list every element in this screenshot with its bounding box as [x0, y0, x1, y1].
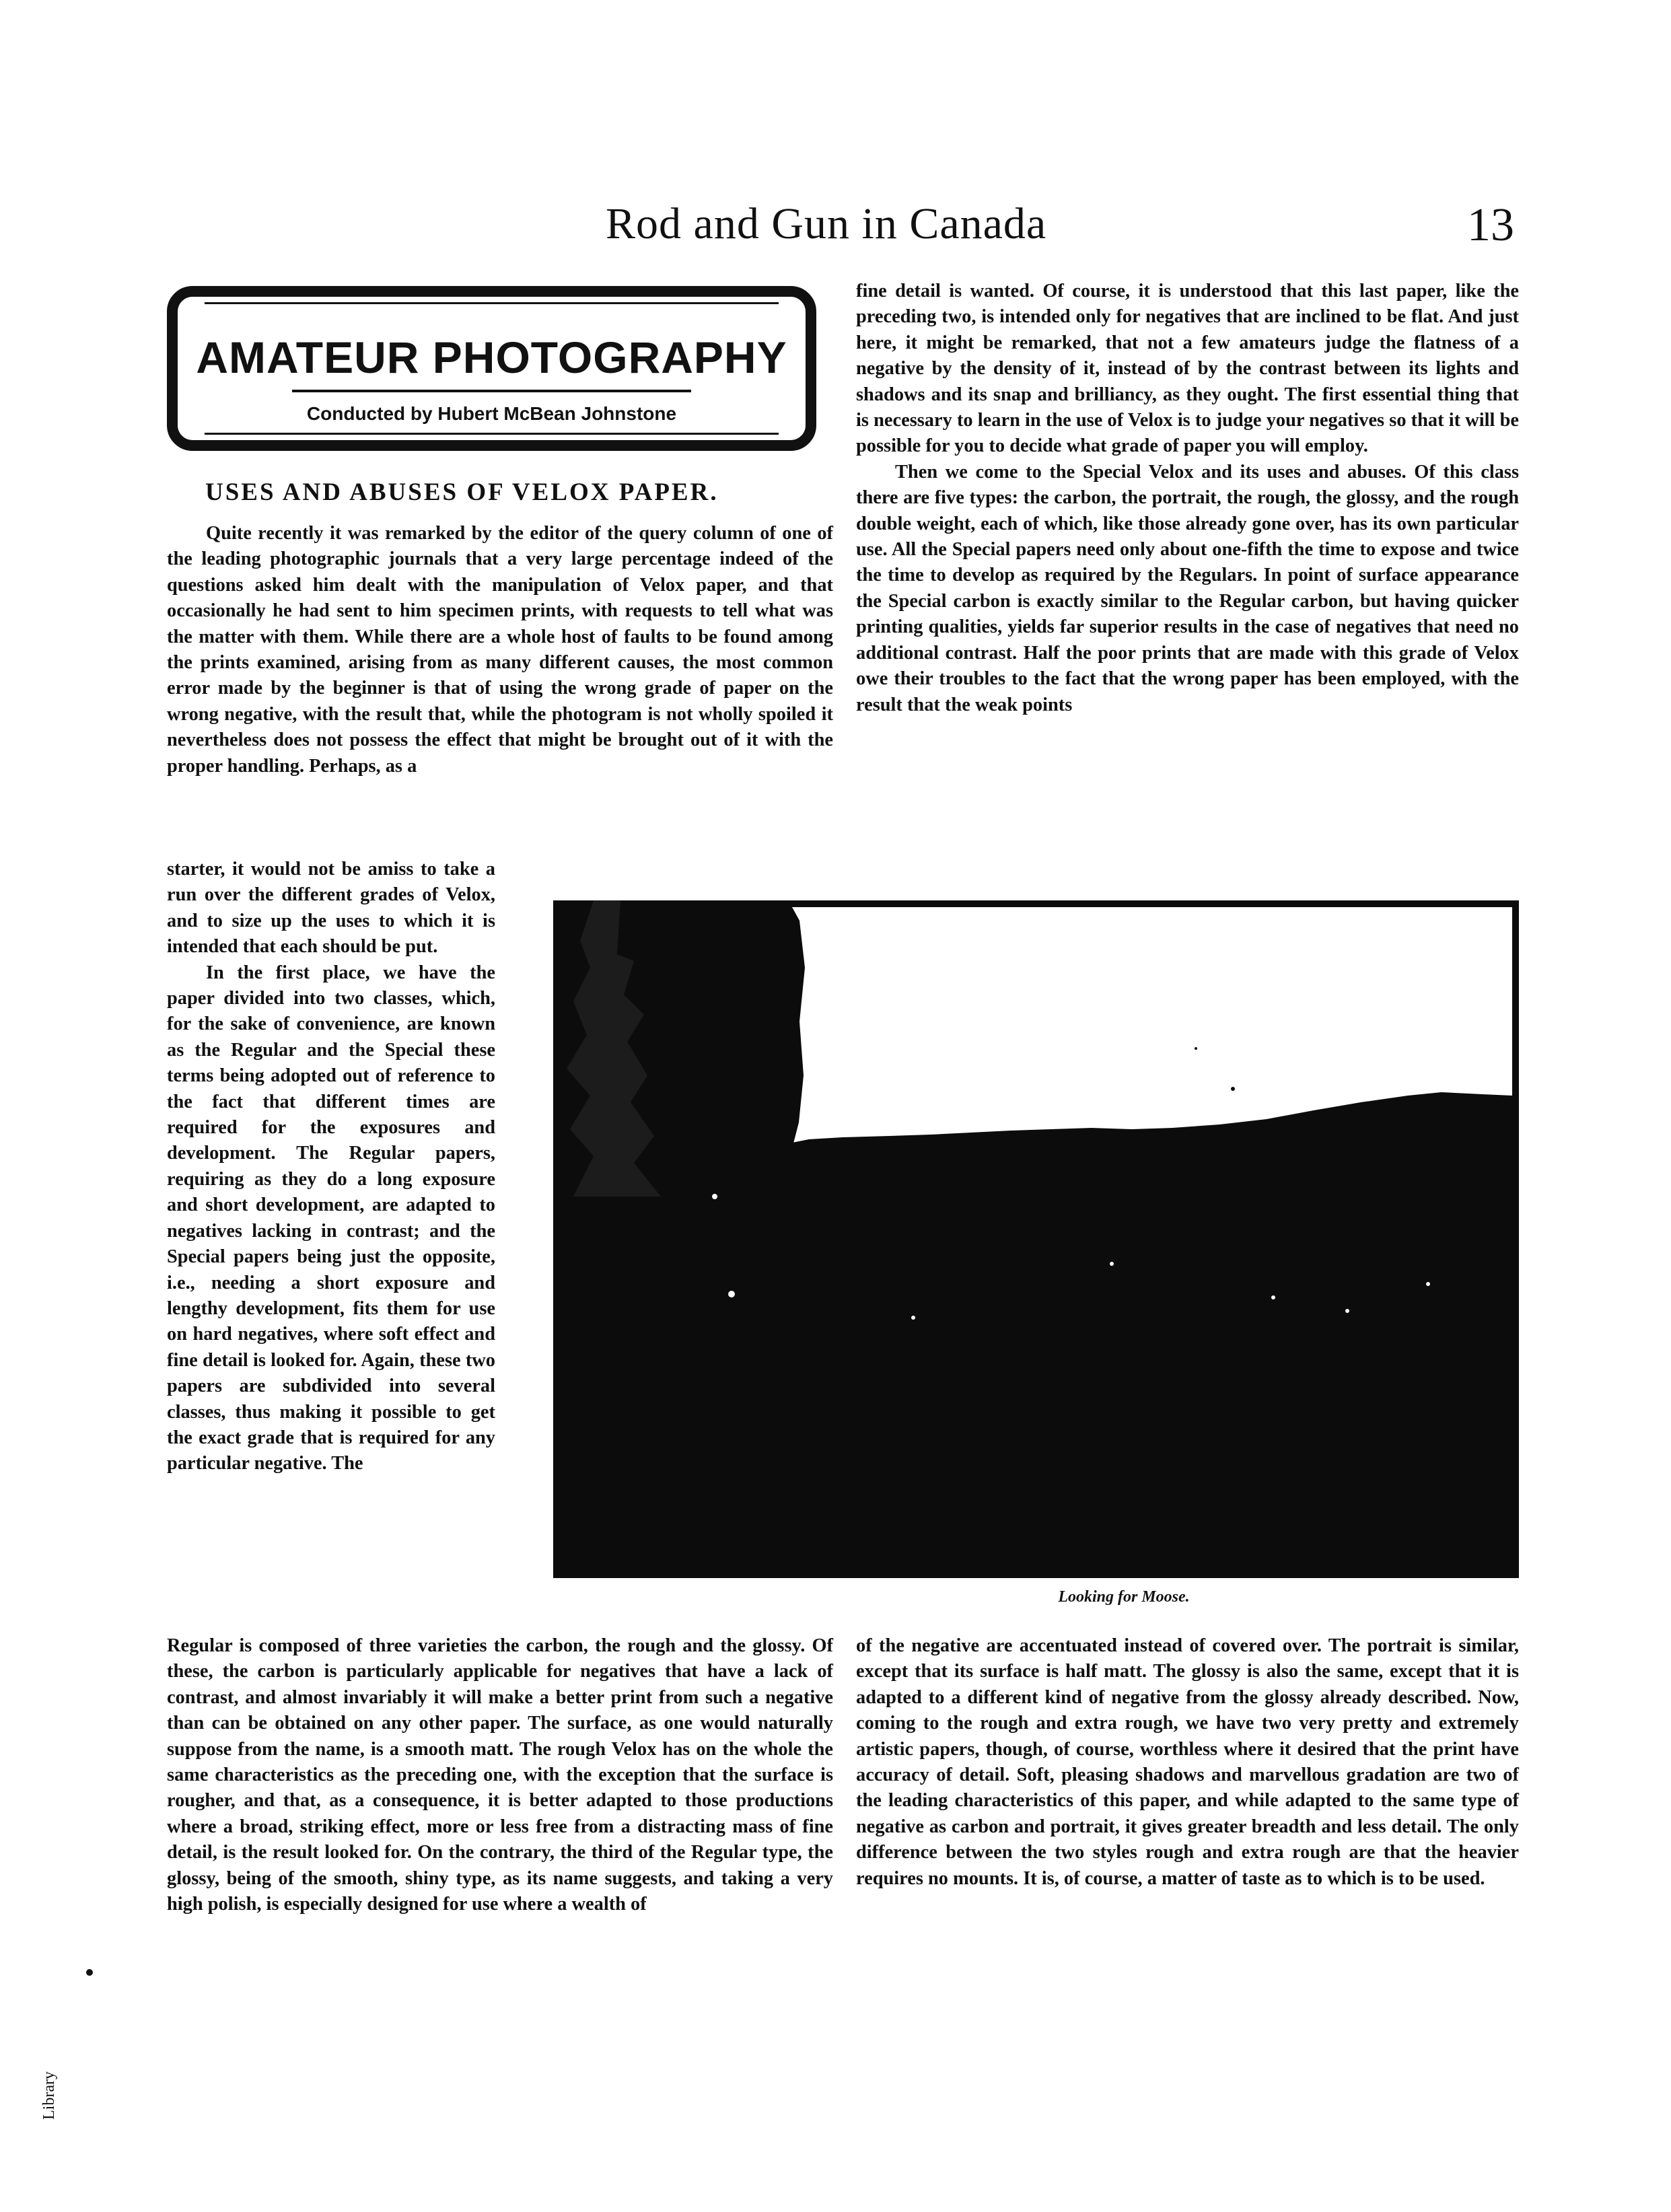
department-heading-box	[167, 286, 816, 451]
margin-stamp: Library	[40, 2071, 58, 2120]
paragraph: Quite recently it was remarked by the editor of the query column of one of the leading photographic journals that a very large percentage indeed of the questions asked him dealt with the manipulation of Velox paper, and that occasionally he had sent to him specimen prints, with requests to tell what was the matter with them. While there are a whole host of faults to be found among the prints examined, arising from as many different causes, the most common error made by the beginner is that of using the wrong grade of paper on the wrong negative, with the result that, while the photogram is not wholly spoiled it nevertheless does not possess the effect that might be brought out of it with the proper handling. Perhaps, as a	[167, 523, 833, 777]
photo-highlight	[1271, 1295, 1275, 1299]
journal-title: Rod and Gun in Canada	[606, 199, 1047, 248]
right-column-bottom	[856, 1633, 1519, 1892]
paragraph: starter, it would not be amiss to take a run over the different grades of Velox, and to size up the uses to which it is intended that each should be put.	[167, 859, 495, 958]
paragraph: In the first place, we have the paper divided into two classes, which, for the sake of convenience, are known as the Regular and the Special these terms being adopted out of reference to the fact that different times are required for the exposures and development. The Regular papers, requiring as they do a long exposure and short development, are adapted to negatives lacking in contrast; and the Special papers being just the opposite, i.e., needing a short exposure and lengthy development, fits them for use on hard negatives, where soft effect and fine detail is looked for. Again, these two papers are subdivided into several classes, thus making it possible to get the exact grade that is required for any particular negative. The	[167, 962, 495, 1474]
photo-highlight	[1426, 1282, 1430, 1286]
department-byline: Conducted by Hubert McBean Johnstone	[306, 403, 677, 424]
left-column-narrow	[167, 857, 495, 1477]
paragraph: of the negative are accentuated instead of covered over. The portrait is similar, except that its surface is half matt. The glossy is also the same, except that it is adapted to a different kind of negative from the glossy already described. Now, coming to the rough and extra rough, we have two very pretty and extremely artistic papers, though, of course, worthless where it desired that the print have accuracy of detail. Soft, pleasing shadows and marvellous gradation are two of the leading characteristics of this paper, and while adapted to the same type of negative as carbon and portrait, it gives greater breadth and less detail. The only difference between the two styles rough and extra rough are that the heavier requires no mounts. It is, of course, a matter of taste as to which is to be used.	[856, 1635, 1519, 1889]
paragraph: fine detail is wanted. Of course, it is understood that this last paper, like the preceding two, is intended only for negatives that are inclined to be flat. And just here, it might be remarked, that not a few amateurs judge the flatness of a negative by the density of it, instead of by the contrast between its lights and shadows and its snap and brilliancy, as they ought. The first essential thing that is necessary to learn in the use of Velox is to judge your negatives so that it will be possible for you to decide what grade of paper you will employ.	[856, 281, 1519, 457]
photo-highlight	[1231, 1087, 1235, 1091]
photo-caption: Looking for Moose.	[1058, 1588, 1190, 1606]
margin-dot	[86, 1969, 93, 1976]
paragraph: Regular is composed of three varieties the carbon, the rough and the glossy. Of these, the carbon is particularly applicable for negatives that have a lack of contrast, and almost invariably it will make a better print from such a negative than can be obtained on any other paper. The surface, as one would naturally suppose from the name, is a smooth matt. The rough Velox has on the whole the same characteristics as the preceding one, with the exception that the surface is rougher, and that, as a consequence, it is better adapted to those productions where a broad, striking effect, more or less free from a distracting mass of fine detail, is the result looked for. On the contrary, the third of the Regular type, the glossy, being of the smooth, shiny type, as its name suggests, and taking a very high polish, is especially designed for use where a wealth of	[167, 1635, 833, 1915]
paragraph: Then we come to the Special Velox and its uses and abuses. Of this class there are five types: the carbon, the portrait, the rough, the glossy, and the rough double weight, each of which, like those already gone over, has its own particular use. All the Special papers need only about one-fifth the time to expose and twice the time to develop as required by the Regulars. In point of surface appearance the Special carbon is exactly similar to the Regular carbon, but having quicker printing qualities, yields far superior results in the case of negatives that need no additional contrast. Half the poor prints that are made with this grade of Velox owe their troubles to the fact that the wrong paper has been employed, with the result that the weak points	[856, 461, 1519, 715]
right-column-top	[856, 279, 1519, 718]
photo-highlight	[728, 1291, 735, 1297]
left-column-top	[167, 521, 833, 779]
article-title: USES AND ABUSES OF VELOX PAPER.	[205, 478, 719, 506]
left-column-bottom	[167, 1633, 833, 1917]
photo-highlight	[1110, 1262, 1114, 1266]
running-header	[0, 199, 1671, 266]
photo-highlight	[1195, 1047, 1197, 1050]
photo-highlight	[911, 1316, 915, 1320]
department-title: AMATEUR PHOTOGRAPHY	[196, 332, 787, 382]
department-title-rule	[292, 390, 691, 392]
photograph-illustration	[553, 900, 1519, 1578]
photo-highlight	[1345, 1309, 1349, 1313]
page-number: 13	[1467, 199, 1514, 251]
photograph-looking-for-moose	[553, 900, 1519, 1578]
photo-highlight	[712, 1194, 717, 1199]
